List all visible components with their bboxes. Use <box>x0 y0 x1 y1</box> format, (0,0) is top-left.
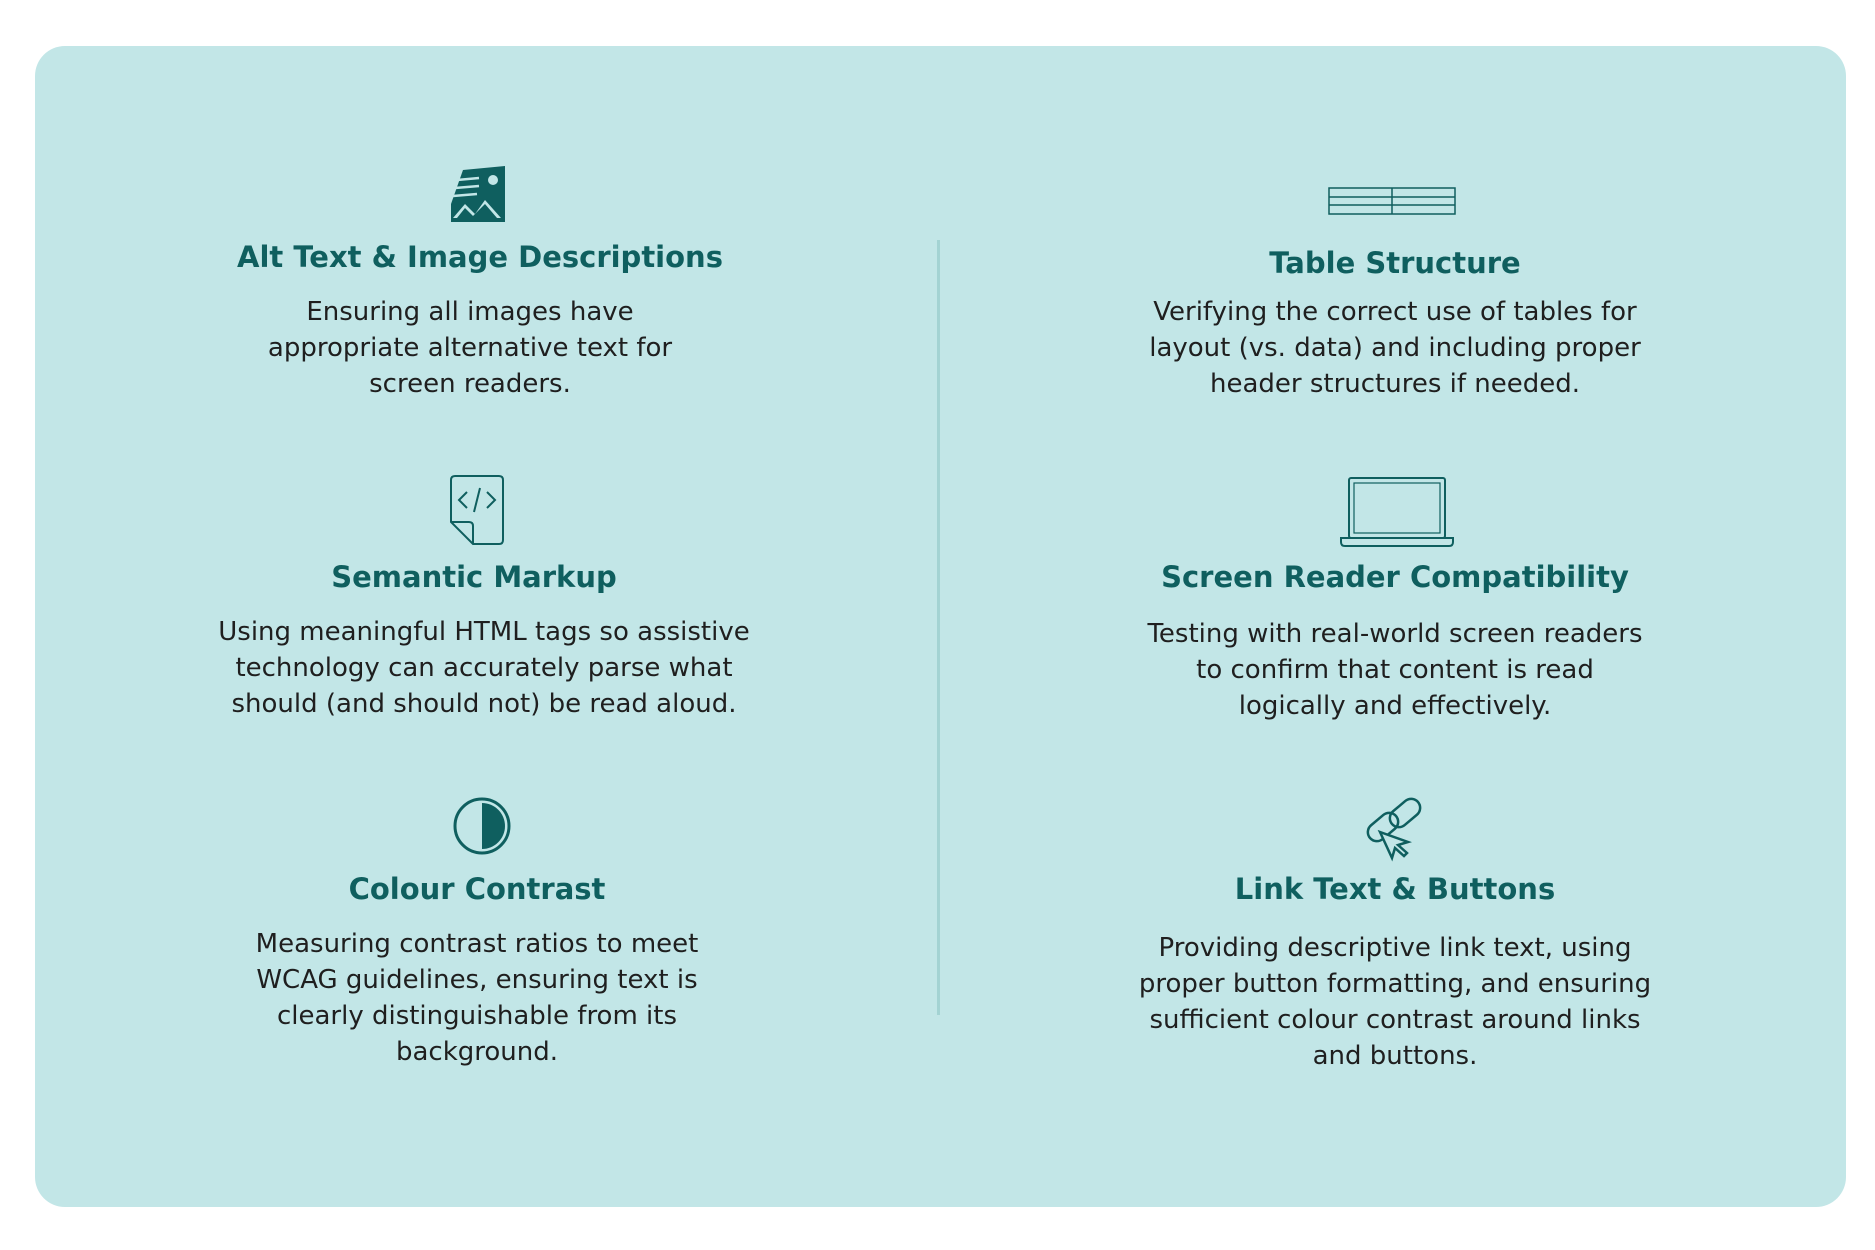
description-line: header structures if needed. <box>1209 369 1581 399</box>
description-line: WCAG guidelines, ensuring text is <box>256 965 698 995</box>
feature-description <box>220 294 720 402</box>
feature-table-structure <box>1095 244 1695 424</box>
image-description-icon <box>449 164 507 224</box>
table-icon <box>1328 187 1456 215</box>
description-line: to confirm that content is read <box>1196 655 1594 685</box>
column-divider <box>937 240 940 1015</box>
feature-title: Link Text & Buttons <box>1234 872 1556 906</box>
description-line: technology can accurately parse what <box>235 653 733 683</box>
description-line: Ensuring all images have <box>306 297 634 327</box>
description-line: background. <box>395 1037 559 1067</box>
link-cursor-icon <box>1362 796 1428 862</box>
feature-screen-reader <box>1095 558 1695 738</box>
feature-description <box>174 614 794 722</box>
description-line: clearly distinguishable from its <box>276 1001 678 1031</box>
description-line: logically and effectively. <box>1238 691 1552 721</box>
feature-title: Table Structure <box>1269 246 1521 280</box>
description-line: Providing descriptive link text, using <box>1158 933 1632 963</box>
description-line: should (and should not) be read aloud. <box>231 689 737 719</box>
description-line: layout (vs. data) and including proper <box>1149 333 1641 363</box>
description-line: Measuring contrast ratios to meet <box>255 929 699 959</box>
description-line: Using meaningful HTML tags so assistive <box>218 617 750 647</box>
feature-alt-text <box>180 236 780 416</box>
feature-description <box>1095 616 1695 724</box>
description-line: and buttons. <box>1312 1041 1478 1071</box>
code-document-icon <box>449 474 505 546</box>
feature-semantic-markup <box>174 556 774 736</box>
feature-title: Colour Contrast <box>348 872 606 906</box>
feature-description <box>1095 294 1695 402</box>
feature-colour-contrast <box>177 868 777 1088</box>
laptop-icon <box>1339 476 1455 548</box>
contrast-icon <box>452 796 512 856</box>
feature-title: Alt Text & Image Descriptions <box>237 240 723 274</box>
feature-title: Semantic Markup <box>331 560 617 594</box>
description-line: Verifying the correct use of tables for <box>1153 297 1637 327</box>
description-line: screen readers. <box>369 369 571 399</box>
feature-description <box>1095 930 1695 1074</box>
description-line: proper button formatting, and ensuring <box>1138 969 1652 999</box>
description-line: appropriate alternative text for <box>267 333 673 363</box>
feature-title: Screen Reader Compatibility <box>1161 560 1629 594</box>
description-line: Testing with real-world screen readers <box>1147 619 1643 649</box>
feature-description <box>217 926 737 1070</box>
feature-link-text <box>1095 870 1695 1090</box>
description-line: sufficient colour contrast around links <box>1149 1005 1641 1035</box>
